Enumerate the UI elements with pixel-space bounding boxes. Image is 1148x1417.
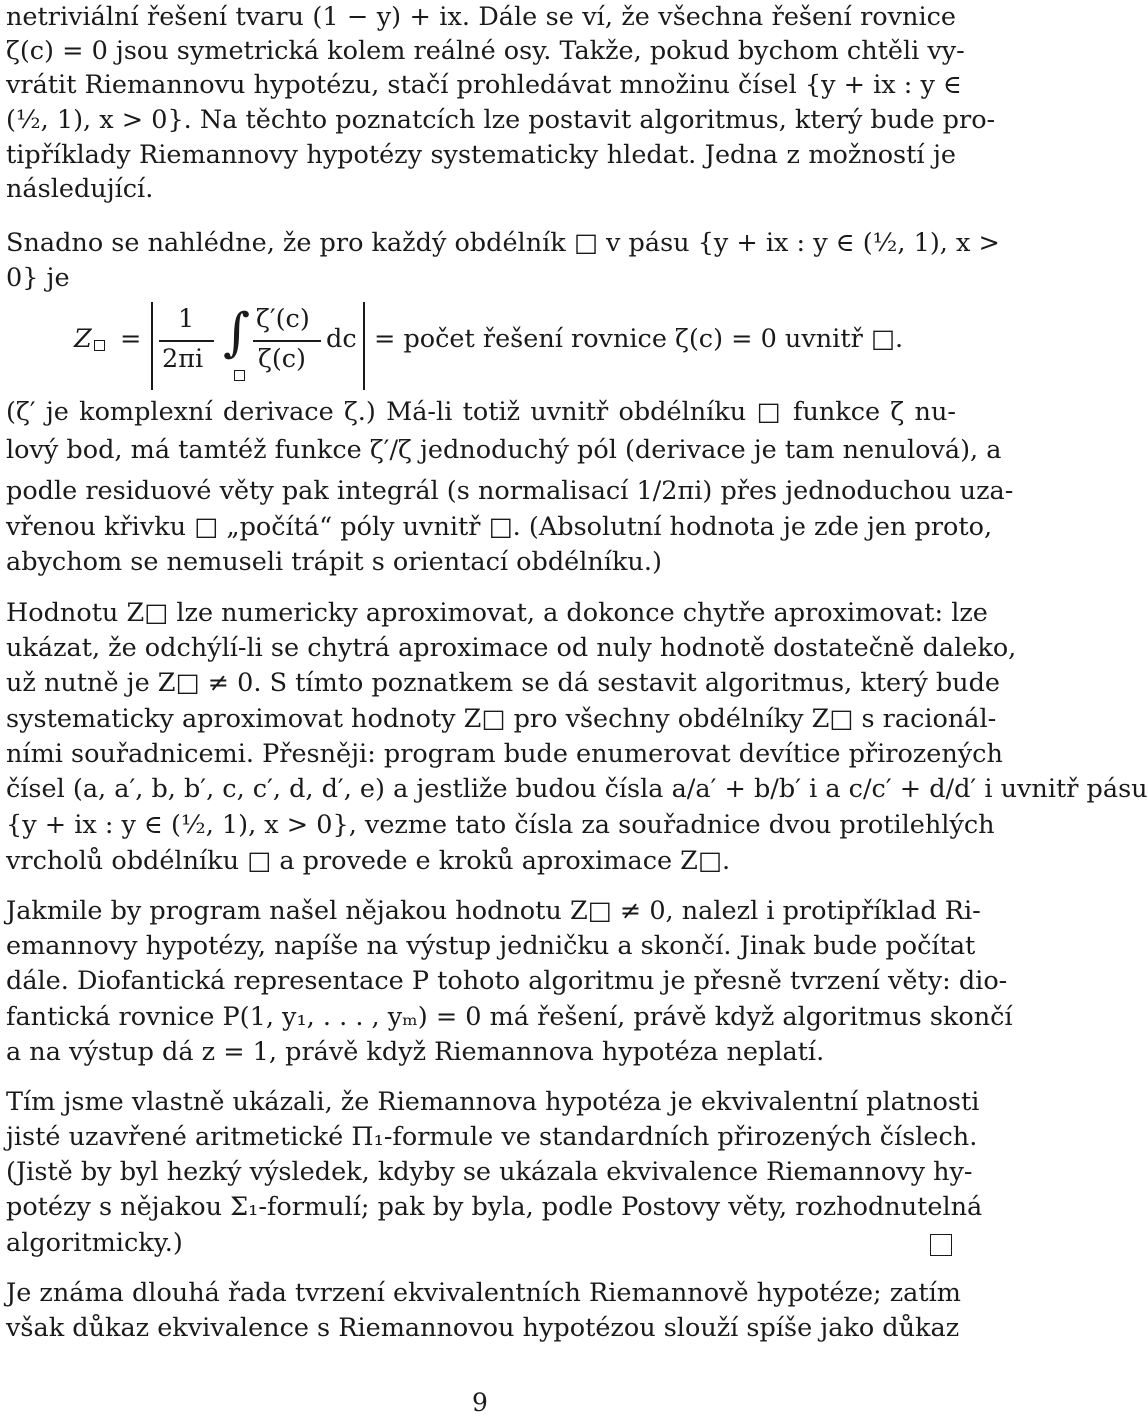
integrand-numerator: ζ′(c) <box>256 304 310 334</box>
fraction-denominator: 2πi <box>162 344 204 374</box>
display-equation <box>6 300 956 410</box>
text-line: následující. <box>6 174 154 204</box>
equals-sign: = <box>120 324 142 354</box>
text-line: potézy s nějakou Σ₁-formulí; pak by byla, podle Postovy věty, rozhodnutelná <box>6 1192 983 1222</box>
integral-sign: ∫ <box>223 303 251 363</box>
text-line: (½, 1), x > 0}. Na těchto poznatcích lze postavit algoritmus, který bude pro- <box>6 105 996 135</box>
text-line: {y + ix : y ∈ (½, 1), x > 0}, vezme tato čísla za souřadnice dvou protilehlých <box>6 810 995 840</box>
text-line: podle residuové věty pak integrál (s normalisací 1/2πi) přes jednoduchou uza- <box>6 476 1014 506</box>
text-line: tipříklady Riemannovy hypotézy systematicky hledat. Jedna z možností je <box>6 140 956 170</box>
text-line: emannovy hypotézy, napíše na výstup jedničku a skončí. Jinak bude počítat <box>6 931 976 961</box>
differential: dc <box>326 324 357 354</box>
z-symbol: Z <box>74 324 105 354</box>
text-line: však důkaz ekvivalence s Riemannovou hypotézou slouží spíše jako důkaz <box>6 1313 960 1343</box>
box-subscript-icon <box>94 340 105 351</box>
text-line: Hodnotu Z□ lze numericky aproximovat, a dokonce chytře aproximovat: lze <box>6 598 988 628</box>
fraction-line <box>159 340 214 342</box>
text-line: jisté uzavřené aritmetické Π₁-formule ve standardních přirozených číslech. <box>6 1122 978 1152</box>
integrand-line <box>253 340 321 342</box>
text-line: Tím jsme vlastně ukázali, že Riemannova hypotéza je ekvivalentní platnosti <box>6 1087 980 1117</box>
text-line: už nutně je Z□ ≠ 0. S tímto poznatkem se dá sestavit algoritmus, který bude <box>6 668 1001 698</box>
box-subscript-icon <box>234 370 245 381</box>
abs-bar-left <box>151 302 153 390</box>
page-number: 9 <box>472 1388 488 1417</box>
text-line: (ζ′ je komplexní derivace ζ.) Má-li totiž uvnitř obdélníku □ funkce ζ nu- <box>6 397 956 427</box>
text-line: vrcholů obdélníku □ a provede e kroků aproximace Z□. <box>6 846 731 876</box>
text-line: a na výstup dá z = 1, právě když Riemannova hypotéza neplatí. <box>6 1037 825 1067</box>
text-line: ními souřadnicemi. Přesněji: program bude enumerovat devítice přirozených <box>6 739 1003 769</box>
text-line: vřenou křivku □ „počítá“ póly uvnitř □. (Absolutní hodnota je zde jen proto, <box>6 512 993 542</box>
text-line: fantická rovnice P(1, y₁, . . . , yₘ) = 0 má řešení, právě když algoritmus skončí <box>6 1002 1013 1032</box>
text-line: Jakmile by program našel nějakou hodnotu Z□ ≠ 0, nalezl i protipříklad Ri- <box>6 896 981 926</box>
text-line: dále. Diofantická representace P tohoto algoritmu je přesně tvrzení věty: dio- <box>6 966 1008 996</box>
abs-bar-right <box>363 302 365 390</box>
equation-rhs: = počet řešení rovnice ζ(c) = 0 uvnitř □. <box>374 324 904 354</box>
text-line: 0} je <box>6 263 70 293</box>
qed-square-icon <box>930 1234 952 1256</box>
text-line: Je známa dlouhá řada tvrzení ekvivalentních Riemannově hypotéze; zatím <box>6 1278 961 1308</box>
text-line: systematicky aproximovat hodnoty Z□ pro všechny obdélníky Z□ s racionál- <box>6 704 997 734</box>
text-line: Snadno se nahlédne, že pro každý obdélník □ v pásu {y + ix : y ∈ (½, 1), x > <box>6 228 1000 258</box>
text-line: čísel (a, a′, b, b′, c, c′, d, d′, e) a jestliže budou čísla a/a′ + b/b′ i a c/c′ + d/d′ i uvnitř pásu <box>6 774 1148 804</box>
text-line: lový bod, má tamtéž funkce ζ′/ζ jednoduchý pól (derivace je tam nenulová), a <box>6 435 1002 465</box>
text-line: ukázat, že odchýlí-li se chytrá aproximace od nuly hodnotě dostatečně daleko, <box>6 633 1017 663</box>
text-line: ζ(c) = 0 jsou symetrická kolem reálné osy. Takže, pokud bychom chtěli vy- <box>6 36 965 66</box>
text-line: netriviální řešení tvaru (1 − y) + ix. Dále se ví, že všechna řešení rovnice <box>6 2 956 32</box>
integrand-denominator: ζ(c) <box>258 344 306 374</box>
fraction-numerator: 1 <box>178 304 195 334</box>
text-line: abychom se nemuseli trápit s orientací obdélníku.) <box>6 547 662 577</box>
text-line: algoritmicky.) <box>6 1228 183 1258</box>
text-line: (Jistě by byl hezký výsledek, kdyby se ukázala ekvivalence Riemannovy hy- <box>6 1157 973 1187</box>
text-line: vrátit Riemannovu hypotézu, stačí prohledávat množinu čísel {y + ix : y ∈ <box>6 70 962 100</box>
